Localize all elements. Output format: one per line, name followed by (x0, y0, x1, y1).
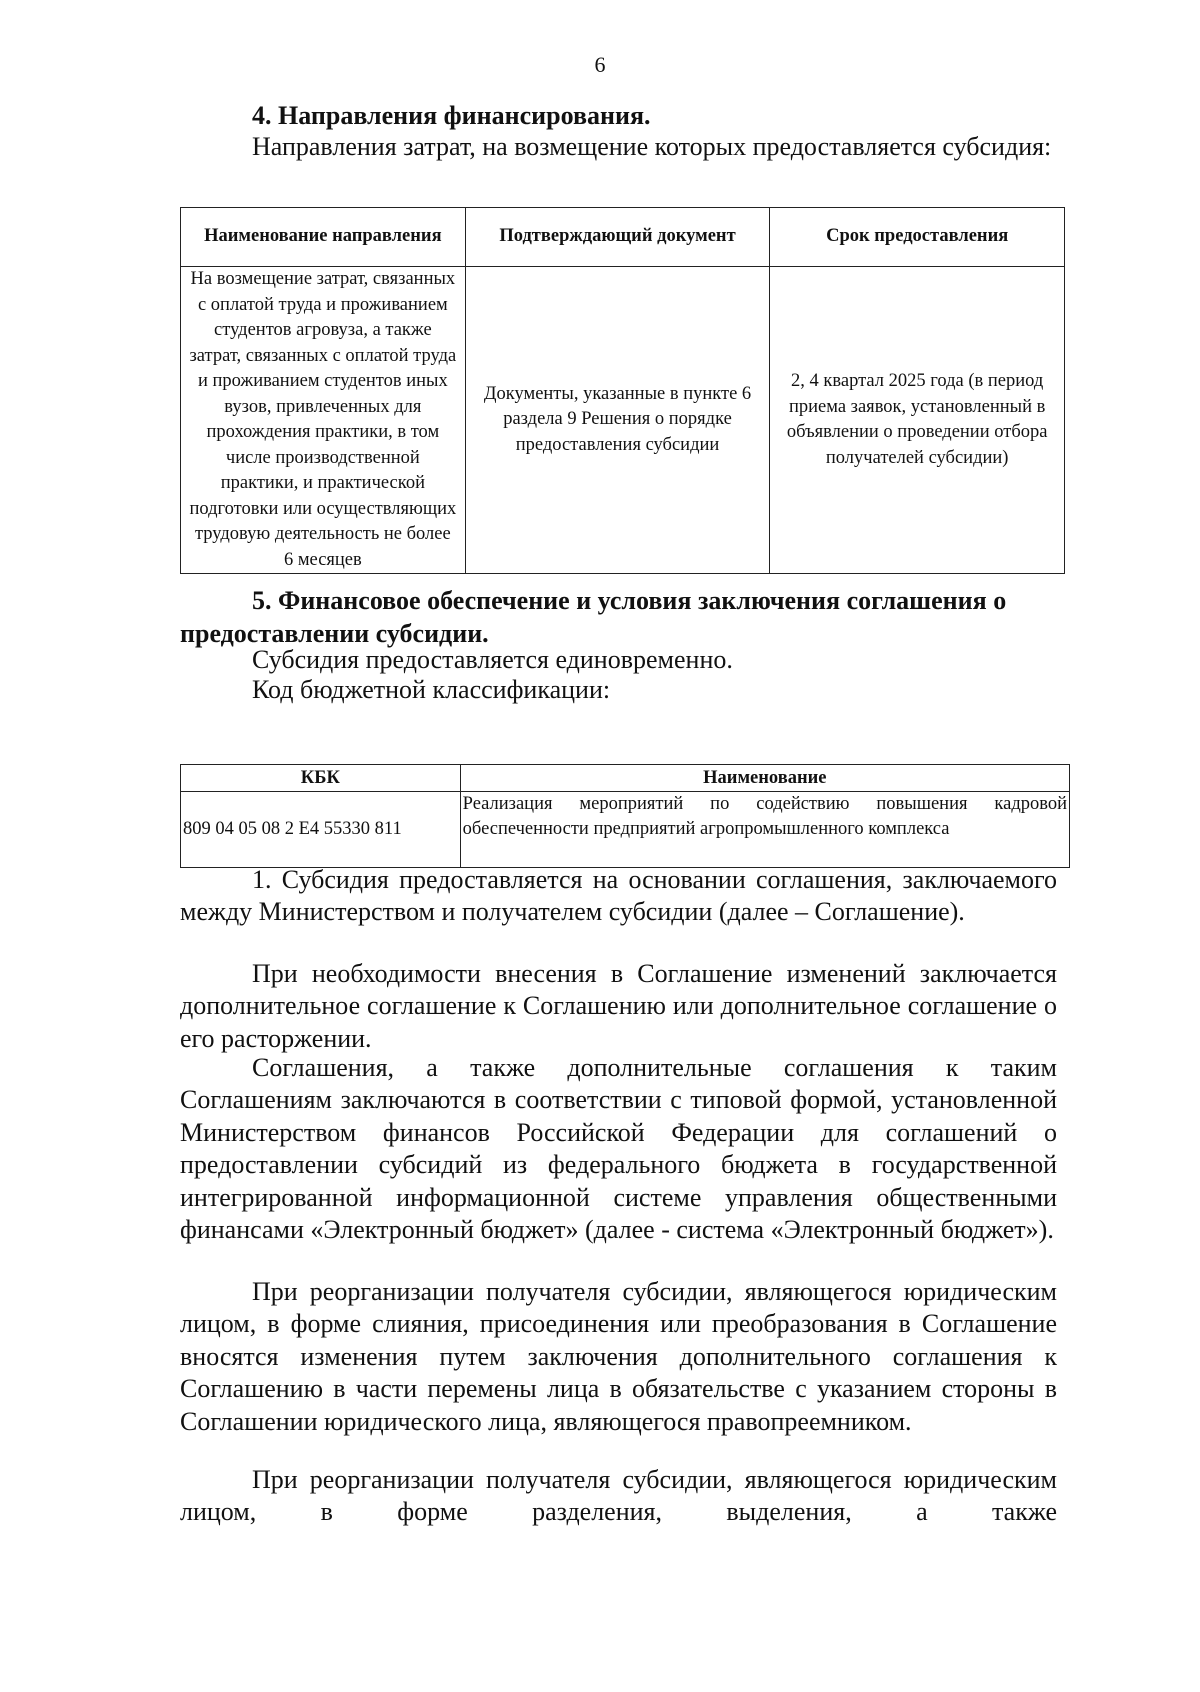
kbk-code: 809 04 05 08 2 Е4 55330 811 (181, 792, 461, 868)
cell-direction: На возмещение затрат, связанных с оплатой труда и проживанием студентов агровуза, а также затрат, связанных с оплатой труда и проживанием студентов иных вузов, привлеченных для прохождения практики, в том числе производственной практики, и практической подготовки или осуществляющих трудовую деятельность не более 6 месяцев (181, 267, 466, 574)
header-term: Срок предоставления (770, 208, 1065, 267)
table-header-row (181, 208, 1065, 267)
header-direction: Наименование направления (181, 208, 466, 267)
header-document: Подтверждающий документ (465, 208, 770, 267)
kbk-header-name: Наименование (460, 765, 1069, 792)
paragraph-4: При реорганизации получателя субсидии, являющегося юридическим лицом, в форме слияния, присоединения или преобразования в Соглашение вносятся изменения путем заключения дополнительного соглашения к Соглашению в части перемены лица в обязательстве с указанием стороны в Соглашении юридического лица, являющегося правопреемником. (180, 1277, 1057, 1436)
section-4-intro: Направления затрат, на возмещение которых предоставляется субсидия: (252, 132, 1052, 161)
paragraph-1: 1. Субсидия предоставляется на основании соглашения, заключаемого между Министерством и получателем субсидии (далее – Соглашение). (180, 865, 1057, 927)
kbk-caption: Код бюджетной классификации: (252, 675, 611, 704)
paragraph-5: При реорганизации получателя субсидии, являющегося юридическим лицом, в форме разделения, выделения, а также (180, 1465, 1057, 1527)
section-4-heading: 4. Направления финансирования. (252, 101, 651, 130)
kbk-header-code: КБК (181, 765, 461, 792)
directions-table (180, 207, 1065, 574)
cell-document: Документы, указанные в пункте 6 раздела 9 Решения о порядке предоставления субсидии (465, 267, 770, 574)
cell-term: 2, 4 квартал 2025 года (в период приема заявок, установленный в объявлении о проведении отбора получателей субсидии) (770, 267, 1065, 574)
paragraph-3: Соглашения, а также дополнительные соглашения к таким Соглашениям заключаются в соответствии с типовой формой, установленной Министерством финансов Российской Федерации для соглашений о предоставлении субсидий из федерального бюджета в государственной интегрированной информационной системе управления общественными финансами «Электронный бюджет» (далее - система «Электронный бюджет»). (180, 1053, 1057, 1245)
kbk-name: Реализация мероприятий по содействию повышения кадровой обеспеченности предприятий агропромышленного комплекса (460, 792, 1069, 868)
page-number: 6 (594, 52, 606, 77)
table-row (181, 267, 1065, 574)
section-5-heading: 5. Финансовое обеспечение и условия заключения соглашения о предоставлении субсидии. (180, 586, 1007, 648)
paragraph-2: При необходимости внесения в Соглашение изменений заключается дополнительное соглашение к Соглашению или дополнительное соглашение о его расторжении. (180, 959, 1057, 1053)
kbk-table (180, 764, 1070, 868)
subsidy-once-text: Субсидия предоставляется единовременно. (252, 645, 733, 674)
kbk-header-row (181, 765, 1070, 792)
table-row (181, 792, 1070, 868)
